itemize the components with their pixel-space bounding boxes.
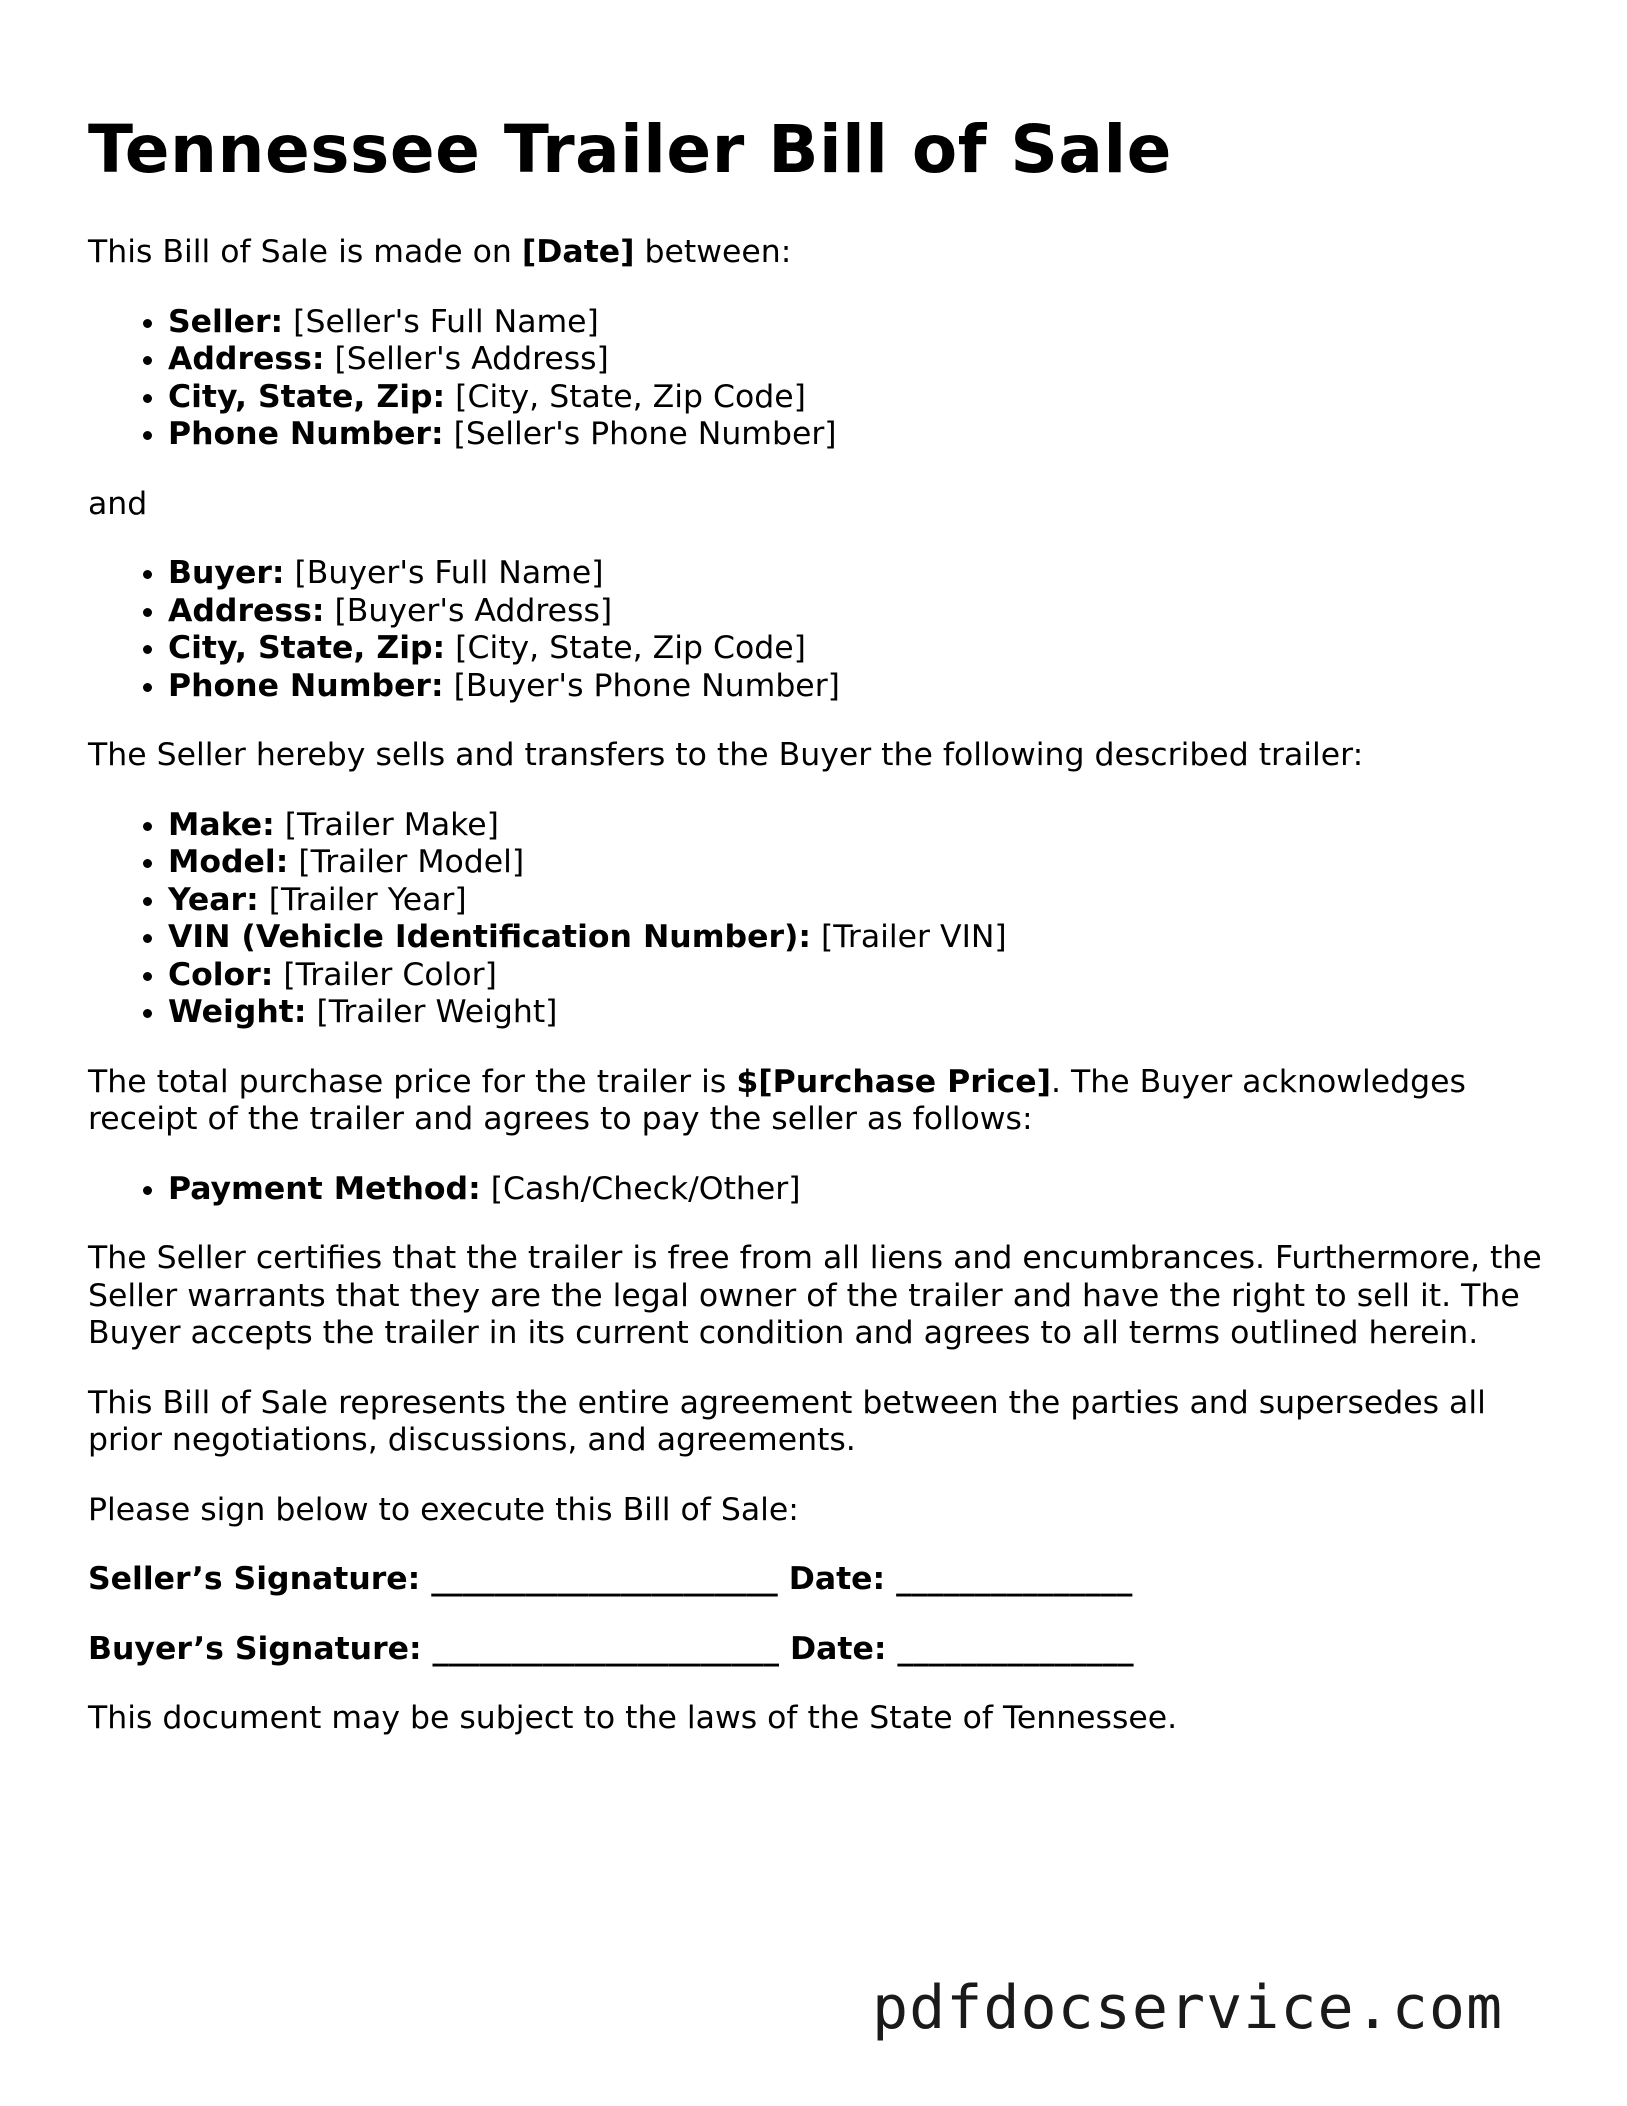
buyer-info-list (88, 555, 1548, 705)
item-value: [Buyer's Address] (334, 592, 613, 629)
item-label: Color: (168, 956, 274, 993)
list-item (168, 379, 1548, 417)
list-item (168, 994, 1548, 1032)
buyer-signature-blank[interactable]: ______________________ (432, 1630, 780, 1667)
list-item (168, 304, 1548, 342)
payment-list (88, 1171, 1548, 1209)
list-item (168, 555, 1548, 593)
list-item (168, 882, 1548, 920)
seller-date-label: Date: (788, 1561, 886, 1597)
list-item (168, 807, 1548, 845)
item-value: [Trailer Year] (268, 881, 467, 918)
item-label: City, State, Zip: (168, 378, 446, 415)
item-label: Payment Method: (168, 1170, 481, 1207)
seller-signature-label: Seller’s Signature: (88, 1561, 421, 1597)
item-label: Phone Number: (168, 416, 444, 452)
item-value: [Buyer's Full Name] (294, 555, 604, 591)
item-label: City, State, Zip: (168, 630, 446, 666)
item-label: Seller: (168, 303, 284, 340)
item-value: [Seller's Full Name] (293, 303, 599, 340)
list-item (168, 1171, 1548, 1209)
certify-paragraph: The Seller certifies that the trailer is free from all liens and encumbrances. Furthermore, the Seller warrants that they are the legal owner of the trailer and have the right to sell it. The Buyer accepts the trailer in its current condition and agrees to all terms outlined herein. (88, 1240, 1542, 1351)
item-value: [Seller's Phone Number] (453, 416, 837, 452)
entire-agreement-paragraph: This Bill of Sale represents the entire agreement between the parties and supersedes all prior negotiations, discussions, and agreements. (88, 1384, 1486, 1458)
date-placeholder: [Date] (521, 234, 635, 270)
intro-after: between: (634, 234, 792, 270)
buyer-signature-line (88, 1631, 1548, 1669)
document-title: Tennessee Trailer Bill of Sale (88, 111, 1172, 188)
list-item (168, 593, 1548, 631)
item-value: [Trailer Model] (298, 844, 525, 880)
buyer-date-label: Date: (790, 1630, 887, 1667)
item-value: [City, State, Zip Code] (455, 630, 806, 666)
sign-prompt: Please sign below to execute this Bill of Sale: (88, 1491, 799, 1528)
item-value: [Seller's Address] (334, 341, 609, 377)
intro-paragraph (88, 234, 1548, 272)
list-item (168, 668, 1548, 706)
item-value: [Cash/Check/Other] (490, 1170, 801, 1207)
item-value: [City, State, Zip Code] (455, 378, 806, 415)
watermark: pdfdocservice.com (872, 1973, 1504, 2043)
buyer-date-blank[interactable]: _______________ (897, 1630, 1134, 1667)
item-label: Model: (168, 844, 289, 880)
closing-paragraph: This document may be subject to the laws of the State of Tennessee. (88, 1700, 1178, 1736)
item-value: [Trailer Color] (283, 956, 497, 993)
trailer-details-list (88, 807, 1548, 1032)
list-item (168, 844, 1548, 882)
list-item (168, 957, 1548, 995)
price-after: . The Buyer acknowledges receipt of the trailer and agrees to pay the seller as follows: (88, 1063, 1466, 1137)
list-item (168, 919, 1548, 957)
item-label: Phone Number: (168, 667, 444, 704)
item-label: Weight: (168, 994, 307, 1030)
and-text: and (88, 485, 148, 522)
item-value: [Buyer's Phone Number] (453, 667, 840, 704)
purchase-price: $[Purchase Price] (736, 1063, 1051, 1100)
item-value: [Trailer Weight] (316, 994, 558, 1030)
list-item (168, 630, 1548, 668)
item-label: Year: (168, 881, 259, 918)
list-item (168, 416, 1548, 454)
intro-before: This Bill of Sale is made on (88, 234, 522, 270)
item-label: Address: (168, 341, 325, 377)
item-label: Make: (168, 806, 275, 843)
list-item (168, 341, 1548, 379)
seller-signature-line (88, 1561, 1548, 1599)
price-before: The total purchase price for the trailer is (88, 1063, 737, 1100)
seller-signature-blank[interactable]: ______________________ (431, 1561, 778, 1597)
seller-info-list (88, 304, 1548, 454)
item-label: Address: (168, 592, 325, 629)
item-label: VIN (Vehicle Identification Number): (168, 919, 811, 955)
item-value: [Trailer VIN] (821, 919, 1007, 955)
item-label: Buyer: (168, 555, 285, 591)
price-paragraph (88, 1064, 1548, 1139)
seller-date-blank[interactable]: _______________ (896, 1561, 1133, 1597)
buyer-signature-label: Buyer’s Signature: (88, 1630, 422, 1667)
transfer-paragraph: The Seller hereby sells and transfers to the Buyer the following described trailer: (88, 737, 1364, 773)
item-value: [Trailer Make] (284, 806, 499, 843)
document-page (88, 110, 1548, 1770)
